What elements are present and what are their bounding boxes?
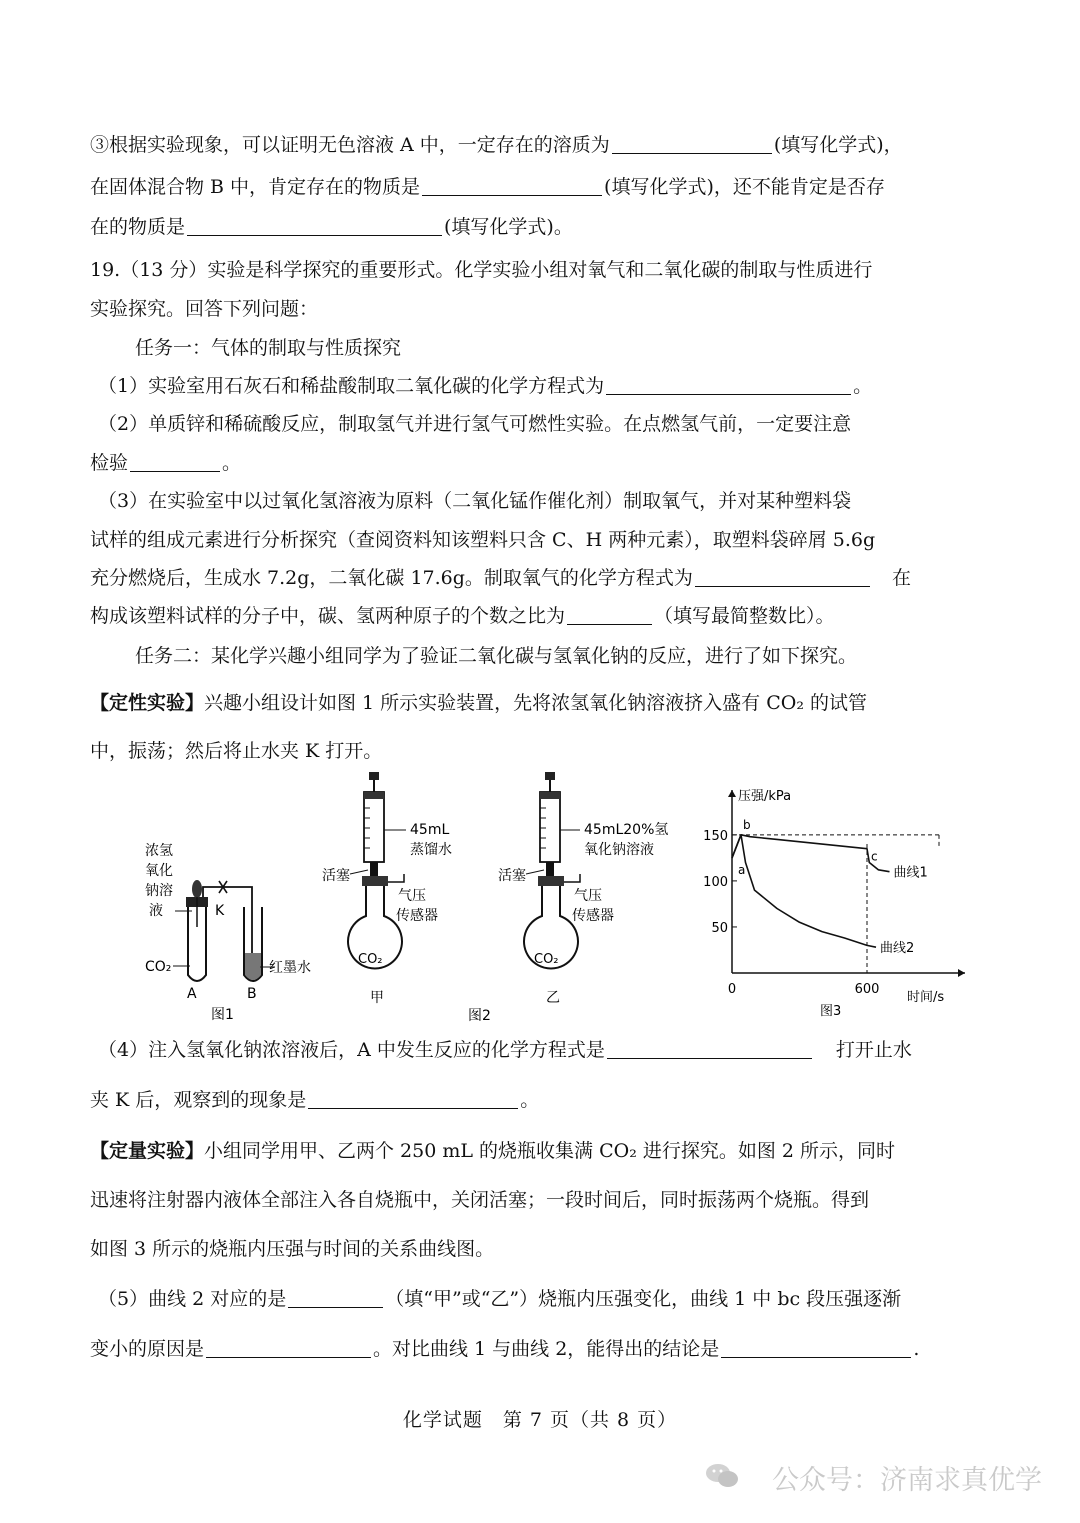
y-axis-arrow (728, 790, 736, 797)
figure-1-caption: 图1 (211, 1007, 234, 1023)
series-label-2: 曲线2 (880, 941, 915, 957)
q19-text: 。 (520, 1089, 540, 1111)
clamp-k-label: K (215, 903, 225, 919)
naoh-label-line: 钠溶 (145, 883, 173, 899)
tube-a-label: A (187, 986, 197, 1002)
quantitative-intro-2: 迅速将注射器内液体全部注入各自烧瓶中，关闭活塞；一段时间后，同时振荡两个烧瓶。得到 (90, 1189, 870, 1211)
naoh-label-line: 氧化 (145, 863, 173, 879)
answer-blank[interactable] (187, 215, 442, 236)
x-tick-label: 600 (854, 982, 880, 997)
flask-gas-label: CO₂ (534, 952, 559, 967)
q19-part-3: （3）在实验室中以过氧化氢溶液为原料（二氧化锰作催化剂）制取氧气，并对某种塑料袋 (98, 490, 852, 512)
answer-blank[interactable] (308, 1088, 518, 1109)
answer-blank[interactable] (607, 1038, 812, 1059)
q19-part-3-line4 (90, 603, 995, 629)
task-1-title: 任务一：气体的制取与性质探究 (135, 337, 402, 359)
series-line-1 (732, 835, 890, 872)
flask-yi-label: 乙 (546, 990, 560, 1006)
qualitative-intro (90, 690, 995, 716)
q18-line-3 (90, 214, 995, 240)
y-tick-label: 150 (703, 828, 728, 844)
q19-text: 检验 (90, 452, 129, 474)
jia-liquid-label: 蒸馏水 (410, 842, 452, 858)
q19-text: 打开止水 (835, 1039, 912, 1061)
q19-text: 夹 K 后，观察到的现象是 (90, 1089, 307, 1111)
syringe-piston (540, 792, 560, 799)
naoh-label (145, 843, 173, 919)
answer-blank[interactable] (606, 374, 851, 395)
q18-text: 在的物质是 (90, 216, 186, 238)
q19-part-5 (98, 1286, 1003, 1312)
q19-text: （5）曲线 2 对应的是 (98, 1288, 287, 1310)
q19-part-1 (98, 373, 1003, 399)
q19-text: 小组同学用甲、乙两个 250 mL 的烧瓶收集满 CO₂ 进行探究。如图 2 所示，同时 (204, 1140, 896, 1162)
yi-liquid-label: 氧化钠溶液 (584, 842, 654, 858)
q18-line-2 (90, 174, 995, 200)
q18-text: (填写化学式)。 (444, 216, 573, 238)
wechat-icon (705, 1462, 739, 1490)
jia-liquid-label: 45mL (410, 822, 450, 838)
q19-text: （填写最简整数比）。 (654, 605, 835, 627)
q19-text: 在 (891, 567, 911, 589)
q18-text: (填写化学式)， (773, 134, 903, 156)
leader-line (350, 870, 368, 874)
y-tick-label: 50 (711, 920, 728, 936)
q19-text: 。 (222, 452, 242, 474)
q19-part-4-cont (90, 1087, 995, 1113)
chart-marks (732, 818, 939, 973)
syringe (540, 792, 560, 862)
answer-blank[interactable] (130, 451, 220, 472)
answer-blank[interactable] (422, 175, 602, 196)
naoh-label-line: 液 (149, 903, 163, 919)
qualitative-intro-2: 中，振荡；然后将止水夹 K 打开。 (90, 740, 383, 762)
q19-text: 充分燃烧后，生成水 7.2g，二氧化碳 17.6g。制取氧气的化学方程式为 (90, 567, 693, 589)
sensor-port (564, 874, 580, 882)
stopcock-label: 活塞 (498, 868, 526, 884)
q19-part-5-cont (90, 1336, 995, 1362)
q19-text: 兴趣小组设计如图 1 所示实验装置，先将浓氢氧化钠溶液挤入盛有 CO₂ 的试管 (204, 692, 867, 714)
q19-text: . (913, 1338, 920, 1360)
qualitative-tag: 【定性实验】 (90, 692, 205, 714)
answer-blank[interactable] (695, 566, 870, 587)
q19-text: 。 (853, 375, 873, 397)
sensor-label: 气压 (574, 888, 602, 904)
q19-heading-2: 实验探究。回答下列问题： (90, 298, 319, 320)
sensor-label: 传感器 (572, 908, 614, 924)
plunger-handle (369, 772, 379, 780)
q19-text: （4）注入氢氧化钠浓溶液后，A 中发生反应的化学方程式是 (98, 1039, 605, 1061)
co2-label: CO₂ (145, 959, 172, 975)
figure-2-caption: 图2 (468, 1008, 491, 1024)
answer-blank[interactable] (567, 604, 652, 625)
sensor-label: 气压 (398, 888, 426, 904)
figure-2-apparatus (318, 770, 708, 1030)
quantitative-tag: 【定量实验】 (90, 1140, 205, 1162)
yi-liquid-label: 45mL20%氢 (584, 822, 669, 838)
syringe (364, 792, 384, 862)
dropper-bulb (192, 880, 202, 898)
q19-heading: 19.（13 分）实验是科学探究的重要形式。化学实验小组对氧气和二氧化碳的制取与性质进行 (90, 259, 873, 281)
x-axis-label: 时间/s (907, 990, 945, 1005)
flask-jia-label: 甲 (370, 990, 384, 1006)
stopcock (370, 862, 378, 876)
series-label-1: 曲线1 (893, 865, 928, 881)
figure-3-chart (700, 785, 970, 1025)
q18-text: 在固体混合物 B 中，肯定存在的物质是 (90, 176, 421, 198)
flask-jia (322, 772, 452, 1006)
watermark: 公众号：济南求真优学 (772, 1465, 1042, 1496)
q18-text: (填写化学式)，还不能肯定是否存 (604, 176, 885, 198)
q18-line-1 (90, 132, 995, 158)
answer-blank[interactable] (288, 1287, 383, 1308)
red-ink-liquid (245, 953, 261, 980)
q19-text: 构成该塑料试样的分子中，碳、氢两种原子的个数之比为 (90, 605, 566, 627)
q19-text: （填“甲”或“乙”）烧瓶内压强变化，曲线 1 中 bc 段压强逐渐 (385, 1288, 902, 1310)
stopcock-label: 活塞 (322, 868, 350, 884)
q19-text: 。对比曲线 1 与曲线 2，能得出的结论是 (373, 1338, 720, 1360)
flask-yi (498, 772, 668, 1006)
q19-part-2: （2）单质锌和稀硫酸反应，制取氢气并进行氢气可燃性实验。在点燃氢气前，一定要注意 (98, 413, 852, 435)
quantitative-intro (90, 1138, 995, 1164)
x-tick-label: 0 (727, 982, 737, 997)
q19-part-3-line3 (90, 565, 995, 591)
quantitative-intro-3: 如图 3 所示的烧瓶内压强与时间的关系曲线图。 (90, 1238, 495, 1260)
q19-part-2-cont (90, 450, 995, 476)
leader-line (526, 870, 544, 874)
series-line-2 (732, 835, 876, 947)
answer-blank[interactable] (721, 1337, 911, 1358)
red-ink-label: 红墨水 (269, 960, 311, 976)
flask-gas-label: CO₂ (358, 952, 383, 967)
naoh-label-line: 浓氢 (145, 843, 173, 859)
stopcock (546, 862, 554, 876)
y-axis-label: 压强/kPa (738, 789, 792, 804)
q19-part-3-line2: 试样的组成元素进行分析探究（查阅资料知该塑料只含 C、H 两种元素），取塑料袋碎屑 5.6g (90, 529, 876, 551)
answer-blank[interactable] (206, 1337, 371, 1358)
stopper (362, 876, 388, 886)
plunger-handle (545, 772, 555, 780)
sensor-label: 传感器 (396, 908, 438, 924)
page-footer: 化学试题 第 7 页（共 8 页） (402, 1409, 678, 1431)
point-label-c: c (871, 849, 878, 864)
tube-b-label: B (247, 986, 257, 1002)
y-tick-label: 100 (703, 874, 728, 890)
answer-blank[interactable] (612, 133, 772, 154)
sensor-port (388, 874, 404, 882)
syringe-piston (364, 792, 384, 799)
task-2-title: 任务二：某化学兴趣小组同学为了验证二氧化碳与氢氧化钠的反应，进行了如下探究。 (135, 645, 858, 667)
q19-text: （1）实验室用石灰石和稀盐酸制取二氧化碳的化学方程式为 (98, 375, 605, 397)
chart-caption: 图3 (820, 1004, 842, 1019)
q18-text: ③根据实验现象，可以证明无色溶液 A 中，一定存在的溶质为 (90, 134, 610, 156)
point-label-a: a (738, 862, 746, 877)
stopper (538, 876, 564, 886)
point-label-b: b (743, 817, 751, 832)
q19-part-4 (98, 1037, 1003, 1063)
x-axis-arrow (958, 969, 965, 977)
q19-text: 变小的原因是 (90, 1338, 205, 1360)
